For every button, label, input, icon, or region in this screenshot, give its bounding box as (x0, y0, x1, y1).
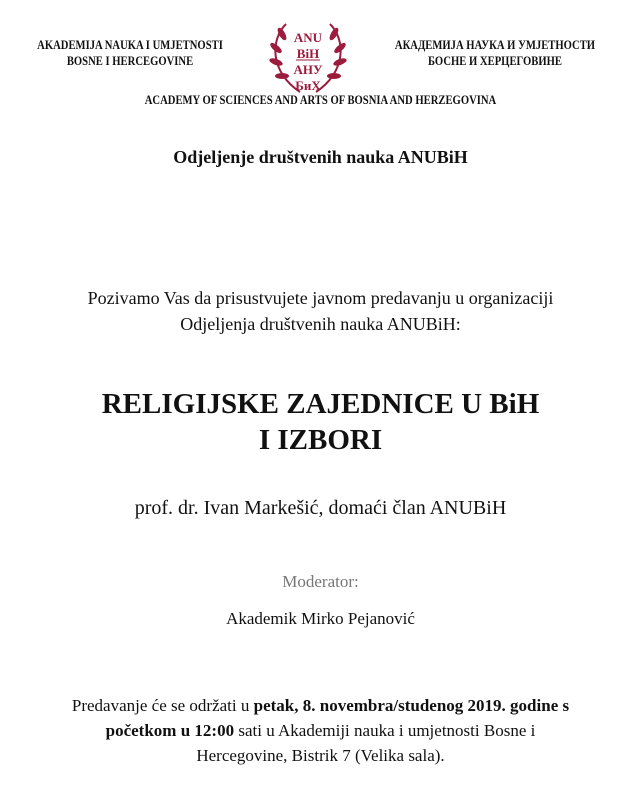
details-text-2: sati u Akademiji nauka i umjetnosti Bosne i (234, 721, 536, 740)
invitation-text (0, 285, 641, 337)
invitation-line-2: Odjeljenja društvenih nauka ANUBiH: (180, 314, 461, 334)
latin-line-2: BOSNE I HERCEGOVINE (66, 54, 194, 68)
academy-name-latin (20, 37, 241, 69)
invitation-line-1: Pozivamo Vas da prisustvujete javnom predavanju u organizaciji (87, 288, 554, 308)
svg-text:BiH: BiH (296, 46, 320, 61)
details-date: petak, 8. novembra/studenog 2019. godine s (253, 696, 570, 715)
title-line-1: RELIGIJSKE ZAJEDNICE U BiH (101, 388, 540, 420)
cyrillic-line-2: БОСНЕ И ХЕРЦЕГОВИНЕ (427, 54, 563, 68)
svg-text:БиХ: БиХ (295, 78, 321, 93)
department-heading: Odjeljenje društvenih nauka ANUBiH (173, 147, 468, 167)
speaker: prof. dr. Ivan Markešić, domaći član ANUBiH (134, 497, 507, 519)
title-line-2: I IZBORI (258, 424, 383, 456)
svg-text:АНУ: АНУ (293, 62, 323, 77)
lecture-title (0, 386, 641, 458)
details-time: početkom u 12:00 (105, 721, 235, 740)
lecture-details (0, 693, 641, 768)
moderator-name: Akademik Mirko Pejanović (226, 609, 415, 628)
moderator-label: Moderator: (282, 572, 359, 591)
details-text-1: Predavanje će se održati u (71, 696, 254, 715)
details-location: Hercegovine, Bistrik 7 (Velika sala). (196, 746, 445, 765)
latin-line-1: AKADEMIJA NAUKA I UMJETNOSTI (37, 38, 223, 52)
anubih-logo (264, 16, 352, 98)
academy-name-cyrillic (380, 37, 610, 69)
svg-text:ANU: ANU (293, 30, 323, 45)
laurel-wreath-icon (264, 16, 352, 98)
cyrillic-line-1: АКАДЕМИЈА НАУКА И УМЈЕТНОСТИ (394, 38, 596, 52)
academy-name-english: ACADEMY OF SCIENCES AND ARTS OF BOSNIA AND HERZEGOVINA (144, 93, 497, 107)
